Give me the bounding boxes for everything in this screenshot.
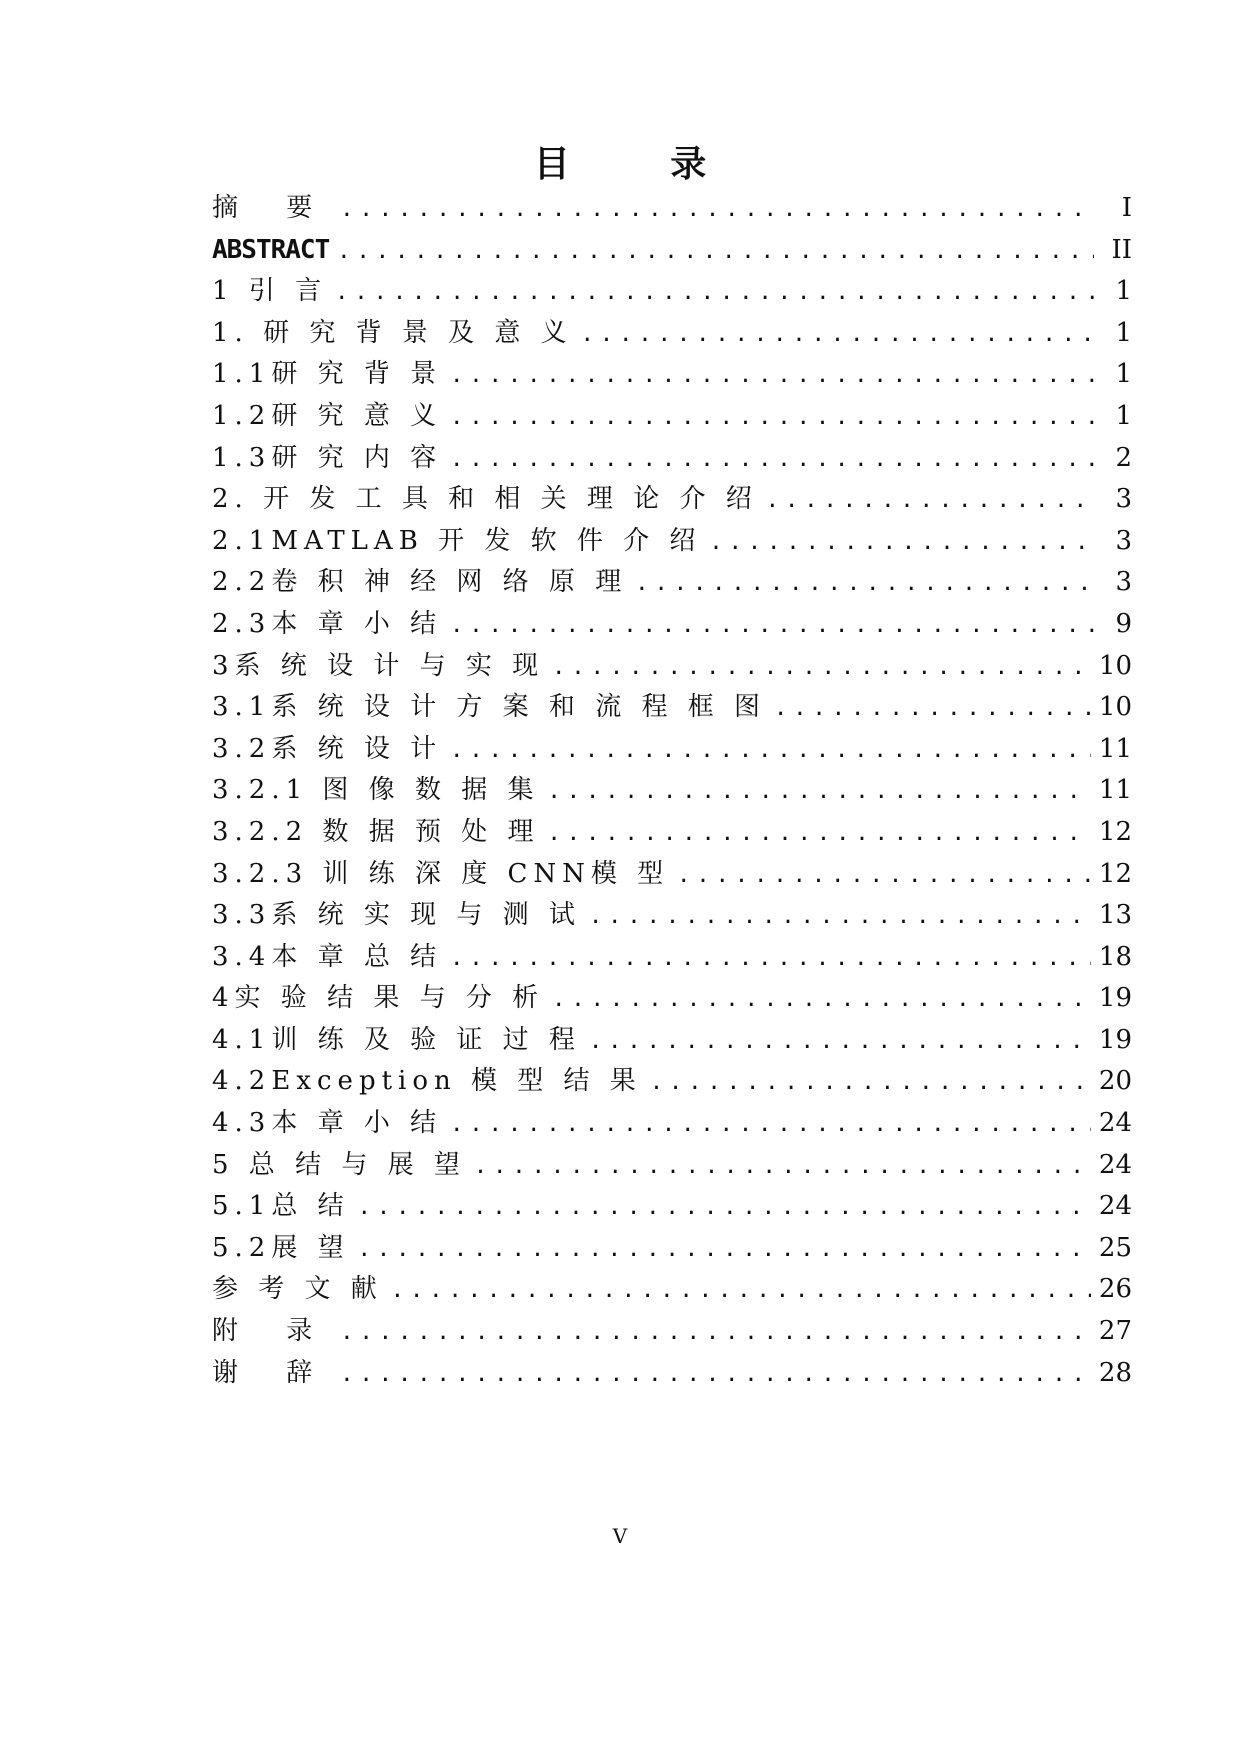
toc-leader-dots [340, 189, 1094, 231]
toc-entry-page: 13 [1098, 900, 1132, 931]
toc-entry-page: 1 [1115, 400, 1132, 431]
toc-entry-page: 9 [1115, 608, 1132, 639]
toc-entry-label: ABSTRACT [212, 234, 330, 265]
toc-entry-label: 3.1系 统 设 计 方 案 和 流 程 框 图 [212, 692, 766, 723]
toc-entry-page: 25 [1098, 1232, 1132, 1263]
toc-entry [212, 313, 1132, 355]
toc-entry-label: 4.3本 章 小 结 [212, 1108, 443, 1139]
toc-leader-dots [547, 771, 1090, 813]
toc-entry-page: 1 [1115, 317, 1132, 348]
toc-entry-page: 18 [1098, 941, 1132, 972]
toc-leader-dots [450, 605, 1094, 647]
toc-entry-page: 10 [1098, 692, 1132, 723]
toc-leader-dots [450, 439, 1094, 481]
toc-entry [212, 1269, 1132, 1311]
toc-entry-label: 参 考 文 献 [212, 1274, 383, 1305]
toc-entry [212, 562, 1132, 604]
toc-entry [212, 937, 1132, 979]
toc-entry [212, 895, 1132, 937]
toc-entry-page: 10 [1098, 650, 1132, 681]
toc-leader-dots [340, 1312, 1091, 1354]
toc-entry-label: 5.1总 结 [212, 1191, 350, 1222]
toc-entry [212, 978, 1132, 1020]
toc-leader-dots [581, 314, 1094, 356]
toc-entry [212, 604, 1132, 646]
toc-entry-label: 1.1研 究 背 景 [212, 359, 443, 390]
toc-leader-dots [774, 688, 1091, 730]
toc-leader-dots [474, 1146, 1091, 1188]
toc-leader-dots [552, 647, 1091, 689]
toc-entry-label: 2.1MATLAB 开 发 软 件 介 绍 [212, 525, 702, 556]
toc-entry [212, 812, 1132, 854]
toc-entry-page: 12 [1098, 858, 1132, 889]
toc-entry-label: 1 引 言 [212, 276, 328, 307]
toc-entry-page: 24 [1098, 1149, 1132, 1180]
toc-leader-dots [450, 397, 1094, 439]
toc-leader-dots [589, 1021, 1091, 1063]
toc-entry-page: 3 [1115, 525, 1132, 556]
toc-leader-dots [677, 855, 1091, 897]
toc-entry-page: 24 [1098, 1191, 1132, 1222]
toc-leader-dots [358, 1187, 1091, 1229]
toc-leader-dots [450, 938, 1091, 980]
toc-entry-label: 4.1训 练 及 验 证 过 程 [212, 1024, 581, 1055]
toc-entry-page: I [1121, 193, 1132, 223]
page-number: V [612, 1524, 628, 1548]
toc-leader-dots [450, 355, 1094, 397]
toc-entry [212, 1020, 1132, 1062]
toc-leader-dots [635, 563, 1094, 605]
toc-entry-page: 3 [1115, 484, 1132, 515]
toc-entry-page: II [1111, 234, 1132, 265]
toc-leader-dots [450, 730, 1091, 772]
toc-entry-label: 3.3系 统 实 现 与 测 试 [212, 900, 581, 931]
toc-leader-dots [335, 272, 1094, 314]
toc-leader-dots [358, 1229, 1091, 1271]
toc-entry-label: 2.3本 章 小 结 [212, 608, 443, 639]
toc-entry-page: 12 [1098, 816, 1132, 847]
toc-leader-dots [391, 1270, 1091, 1312]
toc-entry [212, 1228, 1132, 1270]
toc-entry [212, 438, 1132, 480]
toc-entry-label: 4.2Exception 模 型 结 果 [212, 1066, 642, 1097]
toc-leader-dots [709, 522, 1094, 564]
toc-entry [212, 1061, 1132, 1103]
toc-entry-label: 2.2卷 积 神 经 网 络 原 理 [212, 567, 628, 598]
toc-entry [212, 1353, 1132, 1395]
toc-leader-dots [589, 896, 1091, 938]
toc-leader-dots [547, 813, 1090, 855]
toc-entry-label: 1.2研 究 意 义 [212, 400, 443, 431]
toc-entry-label: 5 总 结 与 展 望 [212, 1149, 466, 1180]
toc-list [212, 188, 1132, 1394]
toc-entry [212, 354, 1132, 396]
toc-entry [212, 521, 1132, 563]
toc-entry [212, 646, 1132, 688]
toc-entry [212, 1103, 1132, 1145]
toc-entry-label: 3.4本 章 总 结 [212, 941, 443, 972]
toc-leader-dots [337, 231, 1094, 273]
toc-entry-page: 26 [1098, 1274, 1132, 1305]
toc-entry [212, 271, 1132, 313]
toc-leader-dots [340, 1354, 1091, 1396]
toc-leader-dots [766, 480, 1094, 522]
toc-entry-page: 28 [1098, 1357, 1132, 1388]
toc-entry-label: 4实 验 结 果 与 分 析 [212, 983, 545, 1014]
toc-entry [212, 188, 1132, 230]
toc-entry-label: 谢 辞 [212, 1357, 333, 1388]
toc-entry-page: 2 [1115, 442, 1132, 473]
toc-entry [212, 396, 1132, 438]
toc-entry-page: 19 [1098, 983, 1132, 1014]
toc-entry-label: 2. 开 发 工 具 和 相 关 理 论 介 绍 [212, 484, 758, 515]
toc-entry [212, 1186, 1132, 1228]
toc-entry [212, 770, 1132, 812]
toc-entry [212, 230, 1132, 272]
toc-entry-label: 3.2系 统 设 计 [212, 733, 443, 764]
toc-entry [212, 687, 1132, 729]
toc-leader-dots [450, 1104, 1091, 1146]
toc-entry-page: 27 [1098, 1316, 1132, 1347]
toc-entry-label: 附 录 [212, 1316, 333, 1347]
toc-entry-page: 20 [1098, 1066, 1132, 1097]
toc-title: 目 录 [533, 143, 751, 185]
toc-entry [212, 1311, 1132, 1353]
toc-entry-page: 19 [1098, 1024, 1132, 1055]
toc-entry-label: 1.3研 究 内 容 [212, 442, 443, 473]
toc-entry-page: 3 [1115, 567, 1132, 598]
toc-entry-page: 11 [1098, 733, 1132, 764]
toc-entry-label: 3系 统 设 计 与 实 现 [212, 650, 545, 681]
toc-entry-label: 3.2.2 数 据 预 处 理 [212, 816, 540, 847]
toc-entry-label: 3.2.1 图 像 数 据 集 [212, 775, 540, 806]
toc-entry [212, 479, 1132, 521]
toc-entry-label: 3.2.3 训 练 深 度 CNN模 型 [212, 858, 670, 889]
toc-leader-dots [650, 1062, 1091, 1104]
toc-entry-page: 1 [1115, 276, 1132, 307]
toc-entry-label: 摘 要 [212, 193, 333, 223]
toc-entry-page: 24 [1098, 1108, 1132, 1139]
toc-entry [212, 729, 1132, 771]
toc-entry-page: 11 [1098, 775, 1132, 806]
toc-entry-label: 5.2展 望 [212, 1232, 350, 1263]
toc-entry [212, 854, 1132, 896]
toc-entry [212, 1145, 1132, 1187]
toc-leader-dots [552, 979, 1091, 1021]
toc-entry-label: 1. 研 究 背 景 及 意 义 [212, 317, 573, 348]
toc-entry-page: 1 [1115, 359, 1132, 390]
